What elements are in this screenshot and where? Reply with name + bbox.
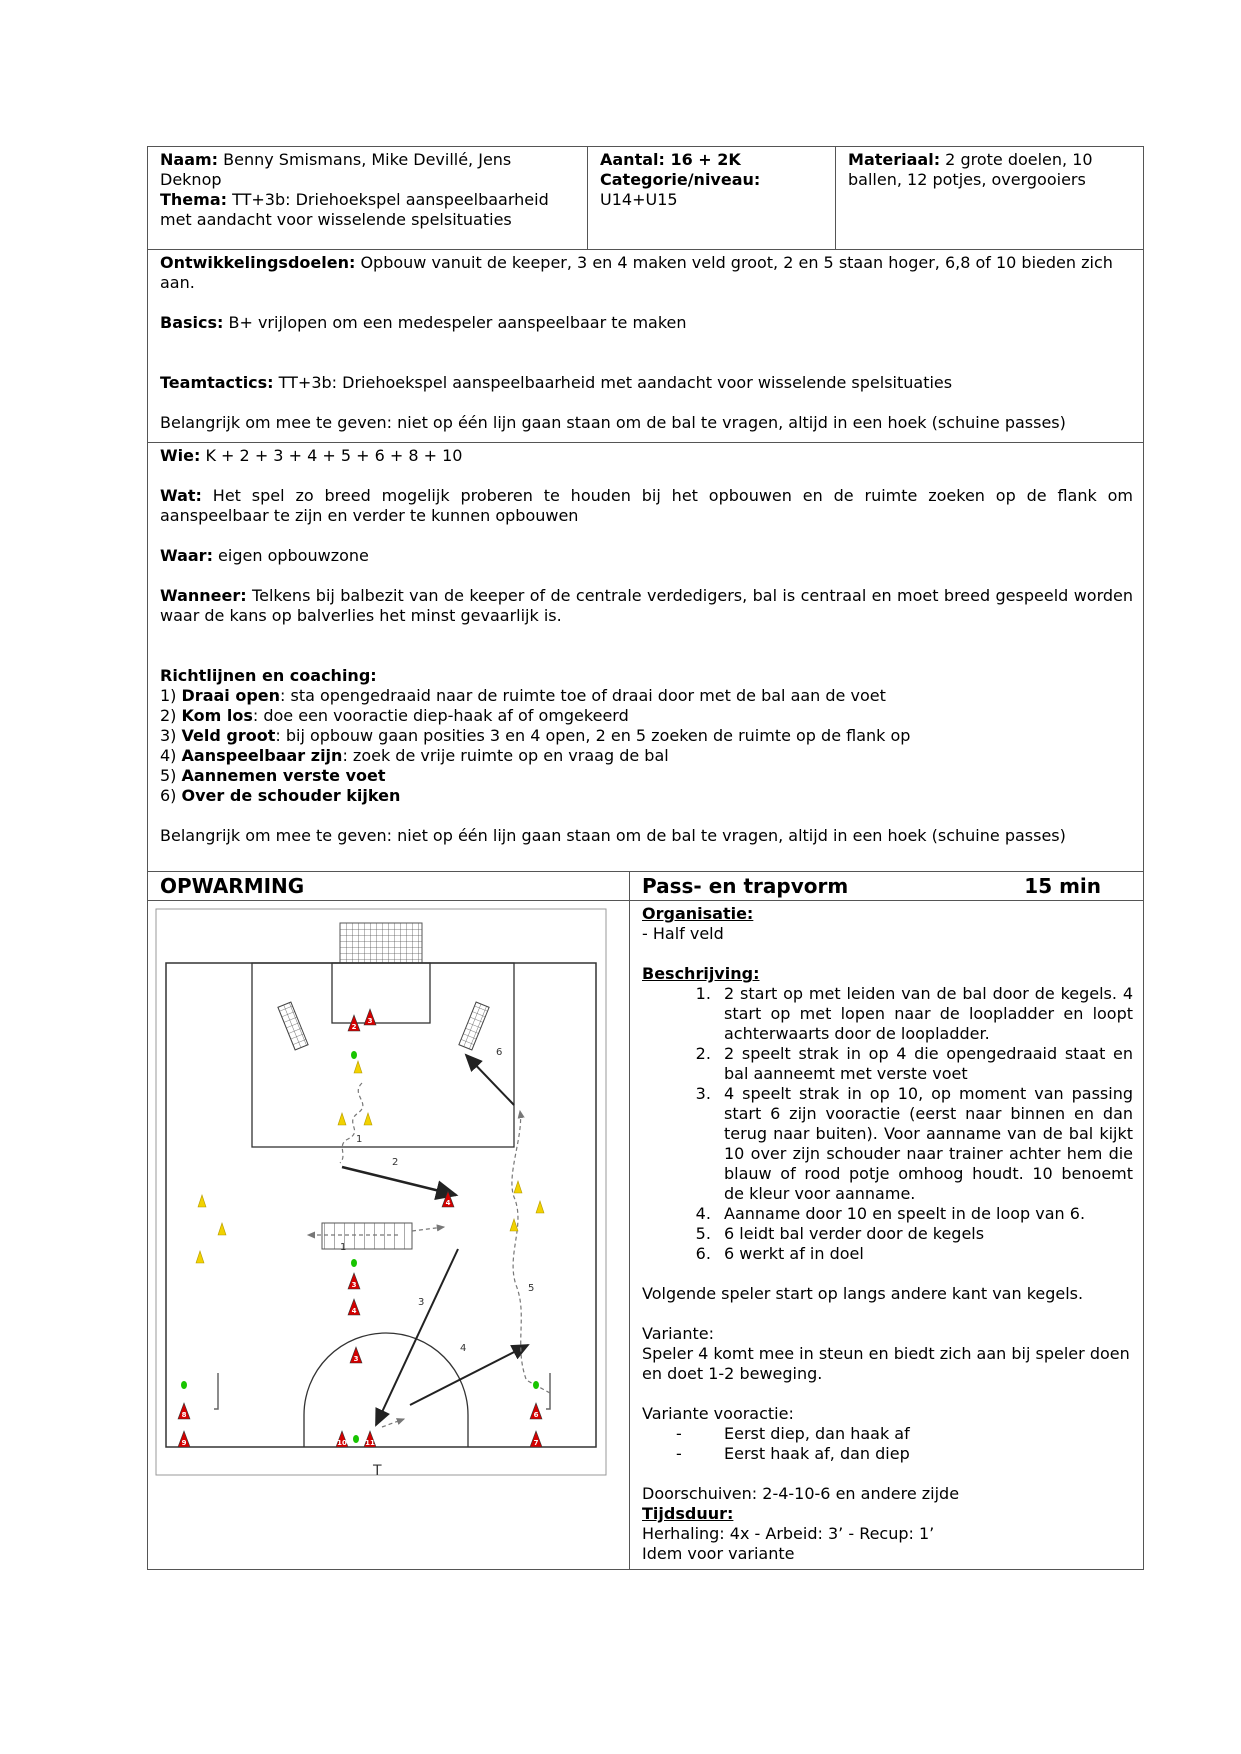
svg-text:9: 9 [181,1439,187,1447]
warmup-body-row [148,901,1144,1570]
step-item: 2. 2 speelt strak in op 4 die opengedraaid staat en bal aanneemt met verste voet [716,1044,1133,1084]
idem: Idem voor variante [642,1544,795,1563]
steps-list [642,984,1133,1264]
wat-value: Het spel zo breed mogelijk proberen te houden bij het opbouwen en de ruimte zoeken op de flank om aanspeelbaar te zijn en verder te kunnen opbouwen [160,486,1134,525]
agility-ladder [322,1223,412,1249]
arrow-label: 6 [496,1047,503,1058]
basics-value: B+ vrijlopen om een medespeler aanspeelbaar te maken [223,313,687,332]
variante-text: Speler 4 komt mee in steun en biedt zich aan bij speler doen en doet 1-2 beweging. [642,1344,1130,1383]
svg-text:8: 8 [181,1411,187,1419]
arrow-label: 5 [528,1283,535,1294]
warmup-form-cell [630,872,1144,901]
volgende: Volgende speler start op langs andere kant van kegels. [642,1284,1084,1303]
goal-net [340,923,422,963]
svg-text:3: 3 [367,1017,373,1025]
wie-value: K + 2 + 3 + 4 + 5 + 6 + 8 + 10 [200,446,463,465]
step-item: 3. 4 speelt strak in op 10, op moment van passing start 6 zijn vooractie (eerst naar binnen en dan terug naar buiten). Voor aanname van de bal kijkt 10 over zijn schouder naar trainer achter hem die blauw of rood potje omhoog houdt. 10 benoemt de kleur voor aanname. [716,1084,1133,1204]
svg-text:6: 6 [533,1411,539,1419]
header-row [148,147,1144,250]
doelen-cell [148,250,1144,443]
step-item: 6. 6 werkt af in doel [716,1244,1133,1264]
aantal: Aantal: 16 + 2K [600,150,741,169]
vooractie-item: - Eerst haak af, dan diep [716,1444,1133,1464]
wat-label: Wat: [160,486,202,505]
details-row [148,443,1144,872]
teamtactics-label: Teamtactics: [160,373,274,392]
naam-label: Naam: [160,150,219,169]
svg-text:4: 4 [351,1307,357,1315]
variante-label: Variante: [642,1324,714,1343]
arrow-label: 2 [392,1157,399,1168]
teamtactics-value: TT+3b: Driehoekspel aanspeelbaarheid met aandacht voor wisselende spelsituaties [273,373,953,392]
session-sheet [147,146,1144,1570]
step-item: 4. Aanname door 10 en speelt in de loop van 6. [716,1204,1133,1224]
ball [533,1381,539,1389]
richtlijn-item: 6) Over de schouder kijken [160,786,401,805]
naam-thema-cell [148,147,588,250]
tijdsduur-label: Tijdsduur: [642,1504,734,1523]
variante-vooractie-list [642,1424,1133,1464]
waar-value: eigen opbouwzone [212,546,369,565]
trainer-label: T [373,1463,382,1479]
diagram-cell [148,901,630,1570]
warmup-description-cell [630,901,1144,1570]
warmup-title: OPWARMING [148,872,630,901]
warmup-duration: 15 min [1024,874,1102,898]
wanneer-value: Telkens bij balbezit van de keeper of de centrale verdedigers, bal is centraal en moet breed gespeeld worden waar de kans op balverlies het minst gevaarlijk is. [160,586,1134,625]
svg-text:2: 2 [351,1023,357,1031]
materiaal-cell [836,147,1144,250]
details-cell [148,443,1144,872]
warmup-form: Pass- en trapvorm [642,874,849,898]
arrow-label: 3 [418,1297,425,1308]
organisatie-value: - Half veld [642,924,724,943]
richtlijn-item: 5) Aannemen verste voet [160,766,386,785]
svg-text:10: 10 [337,1439,347,1447]
materiaal-value: 2 grote doelen, 10 ballen, 12 potjes, overgooiers [848,150,1093,189]
ontwikkeling-value: Opbouw vanuit de keeper, 3 en 4 maken veld groot, 2 en 5 staan hoger, 6,8 of 10 bieden zich aan. [160,253,1113,292]
doelen-row [148,250,1144,443]
richtlijnen-title: Richtlijnen en coaching: [160,666,377,685]
aantal-cell [588,147,836,250]
wie-label: Wie: [160,446,201,465]
categorie-value: U14+U15 [600,190,678,209]
step-item: 5. 6 leidt bal verder door de kegels [716,1224,1133,1244]
basics-label: Basics: [160,313,224,332]
diagram-frame [156,909,606,1475]
svg-text:4: 4 [445,1199,451,1207]
arrow-label: 4 [460,1343,467,1354]
richtlijn-item: 3) Veld groot: bij opbouw gaan posities 3 en 4 open, 2 en 5 zoeken de ruimte op de flank op [160,726,911,745]
herhaling: Herhaling: 4x - Arbeid: 3’ - Recup: 1’ [642,1524,935,1543]
organisatie-label: Organisatie: [642,904,754,923]
richtlijn-item: 2) Kom los: doe een vooractie diep-haak af of omgekeerd [160,706,629,725]
ball [351,1259,357,1267]
thema-value: TT+3b: Driehoekspel aanspeelbaarheid met aandacht voor wisselende spelsituaties [160,190,549,229]
svg-text:3: 3 [351,1281,357,1289]
ball [353,1435,359,1443]
svg-text:7: 7 [533,1439,539,1447]
arrow-label: 1 [356,1134,363,1145]
warmup-header-row [148,872,1144,901]
doorschuiven: Doorschuiven: 2-4-10-6 en andere zijde [642,1484,960,1503]
richtlijn-item: 4) Aanspeelbaar zijn: zoek de vrije ruimte op en vraag de bal [160,746,669,765]
materiaal-label: Materiaal: [848,150,941,169]
ontwikkeling-label: Ontwikkelingsdoelen: [160,253,356,272]
richtlijn-item: 1) Draai open: sta opengedraaid naar de ruimte toe of draai door met de bal aan de voet [160,686,886,705]
svg-text:3: 3 [353,1355,359,1363]
richtlijnen-list [160,686,1133,806]
arrow-label: 1 [340,1242,347,1253]
ball [351,1051,357,1059]
vooractie-item: - Eerst diep, dan haak af [716,1424,1133,1444]
beschrijving-label: Beschrijving: [642,964,760,983]
field-diagram [154,905,616,1485]
waar-label: Waar: [160,546,213,565]
doelen-belangrijk: Belangrijk om mee te geven: niet op één lijn gaan staan om de bal te vragen, altijd in een hoek (schuine passes) [160,413,1066,432]
thema-label: Thema: [160,190,228,209]
wanneer-label: Wanneer: [160,586,247,605]
variante-vooractie-label: Variante vooractie: [642,1404,794,1423]
svg-text:11: 11 [365,1439,375,1447]
step-item: 1. 2 start op met leiden van de bal door de kegels. 4 start op met lopen naar de loopladder en loopt achterwaarts door de loopladder. [716,984,1133,1044]
naam-value: Benny Smismans, Mike Devillé, Jens Deknop [160,150,512,189]
ball [181,1381,187,1389]
details-belangrijk: Belangrijk om mee te geven: niet op één lijn gaan staan om de bal te vragen, altijd in een hoek (schuine passes) [160,826,1066,845]
categorie-label: Categorie/niveau: [600,170,761,189]
